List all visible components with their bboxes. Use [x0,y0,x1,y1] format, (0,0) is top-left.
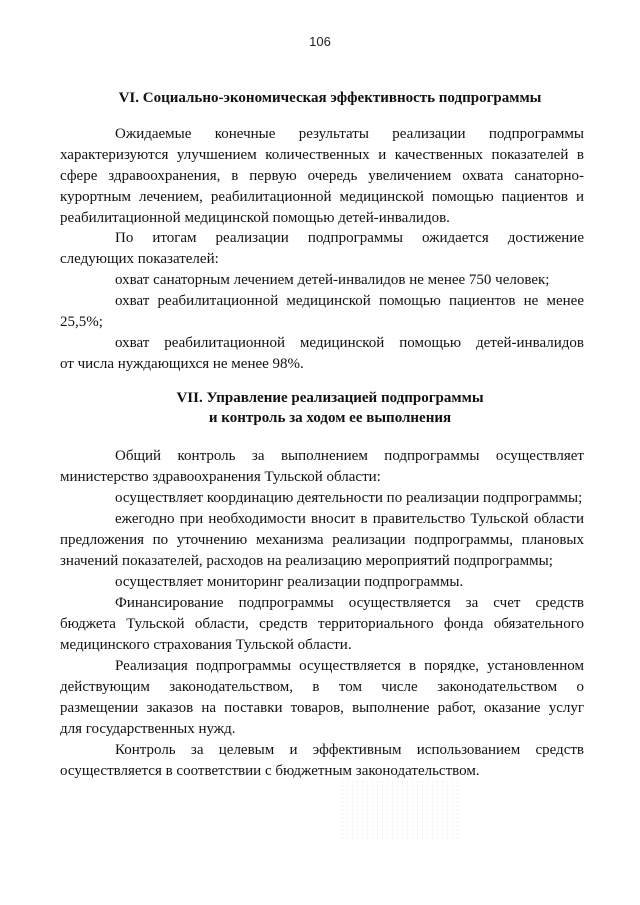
scan-noise-mark [340,780,460,840]
text-line: осуществляет мониторинг реализации подпрограммы. [115,574,464,590]
section-7-paragraph-6 [60,656,584,740]
section-7-paragraph-1 [60,446,584,488]
text-line: охват реабилитационной медицинской помощью пациентов не менее [115,293,584,309]
section-6-paragraph-2 [60,228,584,270]
text-line: ежегодно при необходимости вносит в правительство Тульской области [115,511,584,527]
text-line: медицинского страхования Тульской области. [60,637,352,653]
text-line: от числа нуждающихся не менее 98%. [60,356,304,372]
text-line: сфере здравоохранения, в первую очередь увеличением охвата санаторно- [60,168,584,184]
text-line: следующих показателей: [60,251,219,267]
section-6-heading [60,88,600,108]
section-6-paragraph-3 [60,270,584,291]
text-line: значений показателей, расходов на реализацию мероприятий подпрограммы; [60,553,553,569]
text-line: министерство здравоохранения Тульской области: [60,469,381,485]
text-line: действующим законодательством, в том числе законодательством о [60,679,584,695]
text-line: бюджета Тульской области, средств территориального фонда обязательного [60,616,584,632]
text-line: Ожидаемые конечные результаты реализации подпрограммы [115,126,584,142]
section-7-paragraph-2 [60,488,584,509]
section-7-heading [60,388,600,428]
text-line: охват реабилитационной медицинской помощью детей-инвалидов [115,335,584,351]
section-7-paragraph-7 [60,740,584,782]
text-line: курортным лечением, реабилитационной медицинской помощью пациентов и [60,189,584,205]
text-line: для государственных нужд. [60,721,236,737]
section-7-paragraph-5 [60,593,584,656]
section-6-paragraph-4 [60,291,584,333]
section-7-paragraph-3 [60,509,584,572]
text-line: 25,5%; [60,314,103,330]
section-6-title: VI. Социально-экономическая эффективность подпрограммы [118,90,542,106]
text-line: осуществляет координацию деятельности по реализации подпрограммы; [115,490,583,506]
section-7-title-line-2: и контроль за ходом ее выполнения [208,410,452,426]
page-number: 106 [309,34,331,49]
section-7-paragraph-4 [60,572,584,593]
text-line: осуществляется в соответствии с бюджетным законодательством. [60,763,480,779]
text-line: охват санаторным лечением детей-инвалидов не менее 750 человек; [115,272,550,288]
section-6-paragraph-1 [60,124,584,229]
text-line: Финансирование подпрограммы осуществляется за счет средств [115,595,584,611]
section-6-paragraph-5 [60,333,584,375]
text-line: Общий контроль за выполнением подпрограммы осуществляет [115,448,584,464]
text-line: предложения по уточнению механизма реализации подпрограммы, плановых [60,532,584,548]
text-line: По итогам реализации подпрограммы ожидается достижение [115,230,584,246]
text-line: размещении заказов на поставки товаров, выполнение работ, оказание услуг [60,700,584,716]
text-line: Реализация подпрограммы осуществляется в порядке, установленном [115,658,584,674]
text-line: реабилитационной медицинской помощью детей-инвалидов. [60,210,450,226]
text-line: Контроль за целевым и эффективным использованием средств [115,742,584,758]
text-line: характеризуются улучшением количественных и качественных показателей в [60,147,584,163]
section-7-title-line-1: VII. Управление реализацией подпрограммы [176,390,484,406]
